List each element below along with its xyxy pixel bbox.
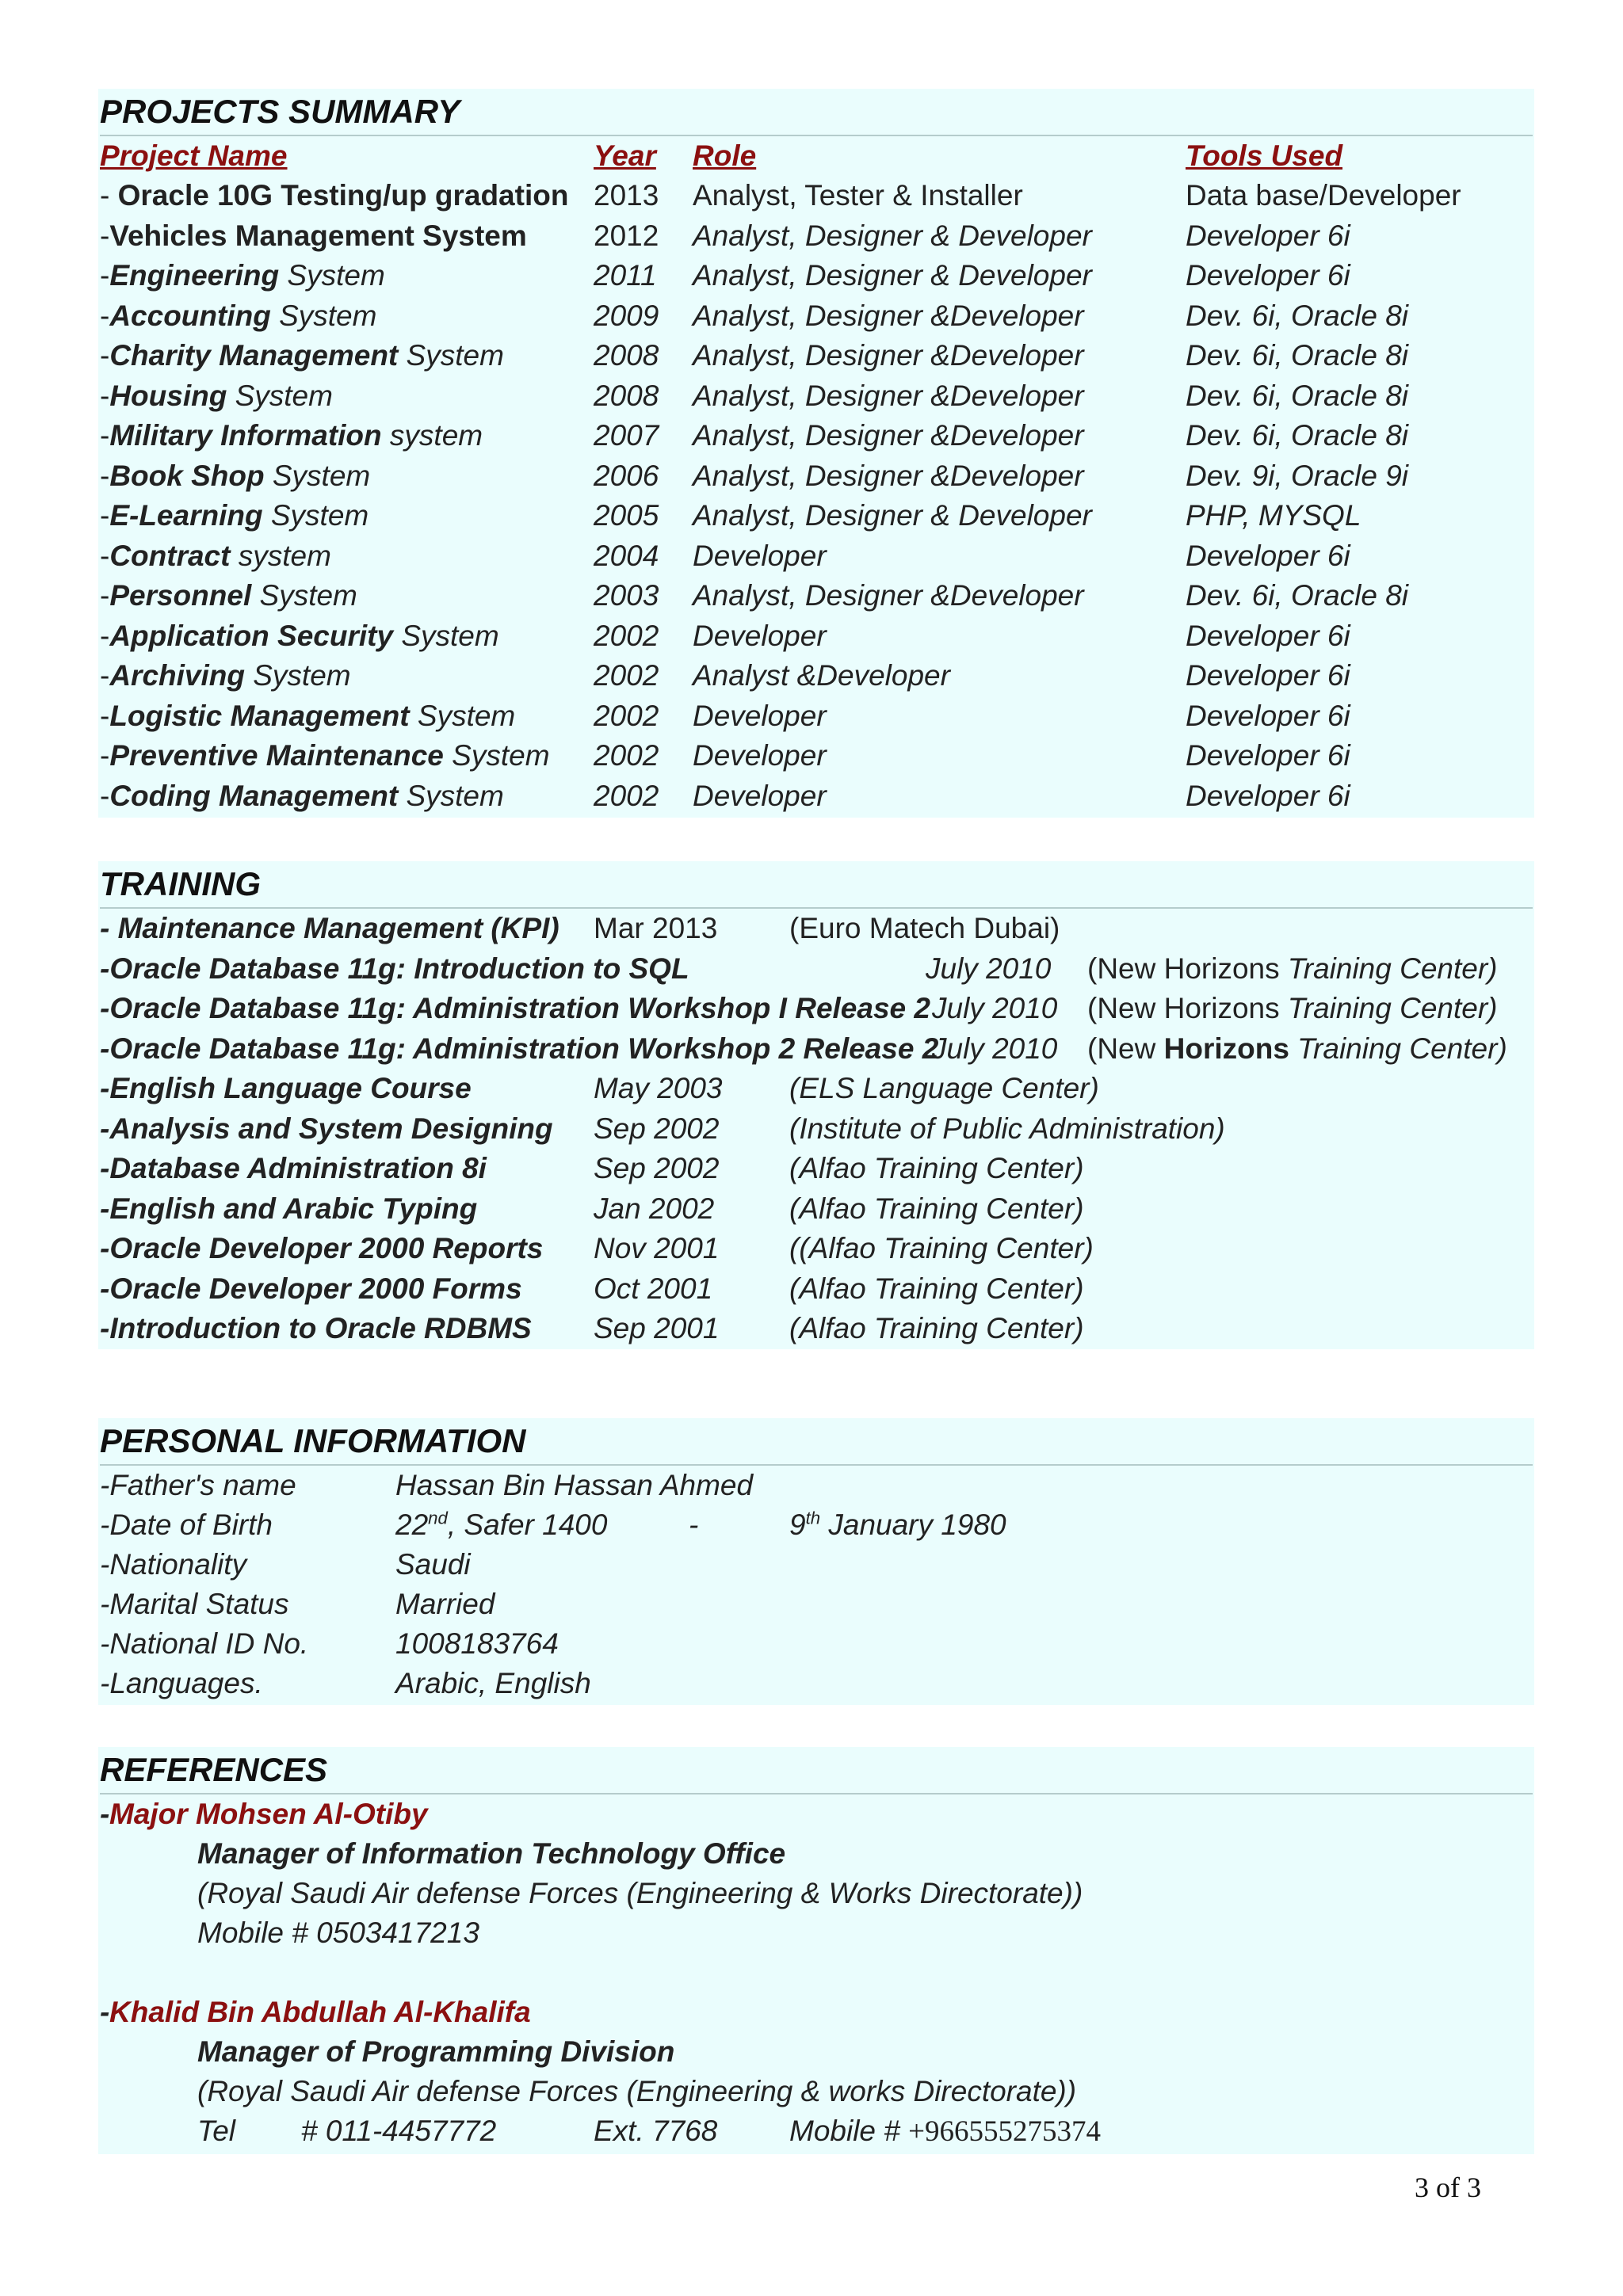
ref2-name: Khalid Bin Abdullah Al-Khalifa bbox=[109, 1996, 531, 2028]
languages-value: Arabic, English bbox=[395, 1667, 591, 1699]
project-name: -Military Information system bbox=[100, 419, 483, 452]
ref2-mobile: Mobile # +966555275374 bbox=[789, 2115, 1102, 2148]
training-course: - Maintenance Management (KPI) bbox=[100, 912, 559, 944]
dob-hijri: 22nd, Safer 1400 bbox=[395, 1508, 608, 1541]
ref2-contact-row bbox=[98, 2111, 1534, 2151]
project-name: -Contract system bbox=[100, 539, 331, 572]
project-tools: Developer 6i bbox=[1186, 659, 1350, 692]
personal-section bbox=[98, 1418, 1534, 1705]
project-role: Analyst, Designer &Developer bbox=[693, 299, 1084, 332]
ref1-dash: - bbox=[100, 1798, 110, 1830]
training-row bbox=[98, 1269, 1534, 1309]
ref2-org: (Royal Saudi Air defense Forces (Engineering & works Directorate)) bbox=[197, 2075, 1077, 2107]
project-row bbox=[98, 416, 1534, 456]
national-id-label: -National ID No. bbox=[100, 1627, 309, 1660]
ref1-mobile-row bbox=[98, 1913, 1534, 1953]
marital-value: Married bbox=[395, 1588, 495, 1620]
project-row bbox=[98, 576, 1534, 616]
languages-label: -Languages. bbox=[100, 1667, 263, 1699]
project-name: -Charity Management System bbox=[100, 339, 504, 372]
training-course: -Oracle Developer 2000 Forms bbox=[100, 1272, 522, 1305]
project-name: -Accounting System bbox=[100, 299, 377, 332]
dob-dash: - bbox=[689, 1508, 699, 1541]
project-name: -Housing System bbox=[100, 379, 333, 412]
project-role: Developer bbox=[693, 699, 827, 732]
project-year: 2008 bbox=[594, 379, 659, 412]
project-name: - Oracle 10G Testing/up gradation bbox=[100, 179, 569, 212]
training-date: Nov 2001 bbox=[594, 1232, 720, 1264]
project-role: Developer bbox=[693, 619, 827, 652]
project-year: 2013 bbox=[594, 179, 659, 212]
project-role: Analyst &Developer bbox=[693, 659, 950, 692]
training-row bbox=[98, 989, 1534, 1028]
project-row bbox=[98, 776, 1534, 816]
project-year: 2005 bbox=[594, 499, 659, 532]
project-role: Analyst, Tester & Installer bbox=[693, 179, 1023, 212]
project-role: Analyst, Designer &Developer bbox=[693, 379, 1084, 412]
ref1-position-row bbox=[98, 1834, 1534, 1874]
project-tools: Developer 6i bbox=[1186, 699, 1350, 732]
project-name: -Book Shop System bbox=[100, 459, 371, 492]
training-course: -English and Arabic Typing bbox=[100, 1192, 478, 1225]
project-year: 2003 bbox=[594, 579, 659, 612]
project-year: 2009 bbox=[594, 299, 659, 332]
project-row bbox=[98, 696, 1534, 736]
project-role: Analyst, Designer &Developer bbox=[693, 579, 1084, 612]
ref2-name-row bbox=[98, 1993, 1534, 2032]
project-name: -Personnel System bbox=[100, 579, 357, 612]
training-row bbox=[98, 1229, 1534, 1268]
project-name: -E-Learning System bbox=[100, 499, 369, 532]
fathers-name-label: -Father's name bbox=[100, 1469, 296, 1501]
training-center: (Institute of Public Administration) bbox=[789, 1112, 1225, 1145]
dob-row bbox=[98, 1505, 1534, 1545]
project-name: -Archiving System bbox=[100, 659, 351, 692]
ref2-ext: Ext. 7768 bbox=[594, 2115, 718, 2147]
project-row bbox=[98, 656, 1534, 696]
training-course: -English Language Course bbox=[100, 1072, 472, 1104]
training-center: (Euro Matech Dubai) bbox=[789, 912, 1060, 944]
dob-gregorian: 9th January 1980 bbox=[789, 1508, 1006, 1541]
training-date: July 2010 bbox=[932, 992, 1058, 1024]
header-tools: Tools Used bbox=[1186, 139, 1343, 172]
project-name: -Preventive Maintenance System bbox=[100, 739, 550, 772]
training-center: ((Alfao Training Center) bbox=[789, 1232, 1094, 1264]
references-section bbox=[98, 1747, 1534, 2154]
training-center: (ELS Language Center) bbox=[789, 1072, 1099, 1104]
training-course: -Oracle Database 11g: Administration Workshop 2 Release 2 bbox=[100, 1032, 939, 1065]
project-role: Analyst, Designer &Developer bbox=[693, 419, 1084, 452]
training-row bbox=[98, 1149, 1534, 1188]
training-row bbox=[98, 1029, 1534, 1069]
ref1-position: Manager of Information Technology Office bbox=[197, 1837, 786, 1870]
nationality-label: -Nationality bbox=[100, 1548, 247, 1581]
project-row bbox=[98, 376, 1534, 416]
project-row bbox=[98, 736, 1534, 776]
project-tools: Developer 6i bbox=[1186, 219, 1350, 252]
training-section bbox=[98, 861, 1534, 1349]
project-row bbox=[98, 256, 1534, 296]
project-role: Analyst, Designer &Developer bbox=[693, 339, 1084, 372]
ref2-tel-label: Tel bbox=[197, 2115, 236, 2147]
project-tools: Developer 6i bbox=[1186, 539, 1350, 572]
marital-row bbox=[98, 1585, 1534, 1624]
project-year: 2002 bbox=[594, 739, 659, 772]
project-row bbox=[98, 456, 1534, 496]
training-date: July 2010 bbox=[932, 1032, 1058, 1065]
project-year: 2008 bbox=[594, 339, 659, 372]
training-date: Sep 2001 bbox=[594, 1312, 720, 1344]
project-year: 2002 bbox=[594, 659, 659, 692]
project-tools: Developer 6i bbox=[1186, 619, 1350, 652]
training-date: Mar 2013 bbox=[594, 912, 718, 944]
training-course: -Oracle Database 11g: Introduction to SQL bbox=[100, 952, 689, 985]
project-role: Analyst, Designer & Developer bbox=[693, 219, 1092, 252]
project-row bbox=[98, 496, 1534, 536]
project-tools: Dev. 6i, Oracle 8i bbox=[1186, 339, 1409, 372]
project-row bbox=[98, 616, 1534, 656]
personal-title: PERSONAL INFORMATION bbox=[100, 1418, 1533, 1466]
training-date: Oct 2001 bbox=[594, 1272, 713, 1305]
ref2-position: Manager of Programming Division bbox=[197, 2035, 675, 2068]
projects-header-row bbox=[98, 136, 1534, 176]
project-tools: Data base/Developer bbox=[1186, 179, 1461, 212]
project-role: Analyst, Designer & Developer bbox=[693, 499, 1092, 532]
training-center: (New Horizons Training Center) bbox=[1087, 1032, 1507, 1065]
project-role: Developer bbox=[693, 739, 827, 772]
project-tools: PHP, MYSQL bbox=[1186, 499, 1361, 532]
training-center: (New Horizons Training Center) bbox=[1087, 952, 1498, 985]
project-year: 2002 bbox=[594, 619, 659, 652]
training-center: (Alfao Training Center) bbox=[789, 1152, 1084, 1184]
project-tools: Dev. 6i, Oracle 8i bbox=[1186, 419, 1409, 452]
project-tools: Dev. 6i, Oracle 8i bbox=[1186, 299, 1409, 332]
training-course: -Analysis and System Designing bbox=[100, 1112, 553, 1145]
project-role: Analyst, Designer &Developer bbox=[693, 459, 1084, 492]
project-name: -Application Security System bbox=[100, 619, 499, 652]
ref1-mobile: Mobile # 0503417213 bbox=[197, 1917, 479, 1949]
training-date: July 2010 bbox=[926, 952, 1052, 985]
ref1-org-row bbox=[98, 1874, 1534, 1913]
training-row bbox=[98, 949, 1534, 989]
training-date: Sep 2002 bbox=[594, 1112, 720, 1145]
ref1-name-row bbox=[98, 1794, 1534, 1834]
project-tools: Developer 6i bbox=[1186, 259, 1350, 292]
project-row bbox=[98, 296, 1534, 336]
nationality-value: Saudi bbox=[395, 1548, 471, 1581]
training-date: Jan 2002 bbox=[594, 1192, 715, 1225]
header-year: Year bbox=[594, 139, 656, 172]
project-role: Developer bbox=[693, 779, 827, 812]
training-center: (Alfao Training Center) bbox=[789, 1192, 1084, 1225]
training-course: -Oracle Database 11g: Administration Workshop I Release 2 bbox=[100, 992, 930, 1024]
project-tools: Developer 6i bbox=[1186, 739, 1350, 772]
project-name: -Logistic Management System bbox=[100, 699, 516, 732]
project-year: 2002 bbox=[594, 779, 659, 812]
marital-label: -Marital Status bbox=[100, 1588, 289, 1620]
header-role: Role bbox=[693, 139, 757, 172]
dob-label: -Date of Birth bbox=[100, 1508, 273, 1541]
projects-title: PROJECTS SUMMARY bbox=[100, 89, 1533, 136]
ref1-org: (Royal Saudi Air defense Forces (Engineering & Works Directorate)) bbox=[197, 1877, 1083, 1909]
training-date: Sep 2002 bbox=[594, 1152, 720, 1184]
project-name: -Engineering System bbox=[100, 259, 385, 292]
project-year: 2012 bbox=[594, 219, 659, 252]
references-title: REFERENCES bbox=[100, 1747, 1533, 1794]
training-row bbox=[98, 1109, 1534, 1149]
ref2-position-row bbox=[98, 2032, 1534, 2072]
training-date: May 2003 bbox=[594, 1072, 723, 1104]
ref2-org-row bbox=[98, 2072, 1534, 2111]
training-center: (New Horizons Training Center) bbox=[1087, 992, 1498, 1024]
projects-section bbox=[98, 89, 1534, 818]
project-tools: Dev. 9i, Oracle 9i bbox=[1186, 459, 1409, 492]
project-tools: Developer 6i bbox=[1186, 779, 1350, 812]
project-role: Analyst, Designer & Developer bbox=[693, 259, 1092, 292]
project-tools: Dev. 6i, Oracle 8i bbox=[1186, 579, 1409, 612]
training-course: -Oracle Developer 2000 Reports bbox=[100, 1232, 544, 1264]
training-row bbox=[98, 909, 1534, 948]
project-tools: Dev. 6i, Oracle 8i bbox=[1186, 379, 1409, 412]
national-id-row bbox=[98, 1624, 1534, 1664]
training-center: (Alfao Training Center) bbox=[789, 1272, 1084, 1305]
training-row bbox=[98, 1309, 1534, 1348]
fathers-name-row bbox=[98, 1466, 1534, 1505]
project-year: 2006 bbox=[594, 459, 659, 492]
project-year: 2002 bbox=[594, 699, 659, 732]
nationality-row bbox=[98, 1545, 1534, 1585]
ref1-name: Major Mohsen Al-Otiby bbox=[109, 1798, 428, 1830]
training-title: TRAINING bbox=[100, 861, 1533, 909]
project-row bbox=[98, 536, 1534, 576]
project-row bbox=[98, 216, 1534, 256]
training-row bbox=[98, 1069, 1534, 1108]
project-year: 2004 bbox=[594, 539, 659, 572]
ref2-tel-value: # 011-4457772 bbox=[301, 2115, 497, 2147]
ref2-dash: - bbox=[100, 1996, 110, 2028]
fathers-name-value: Hassan Bin Hassan Ahmed bbox=[395, 1469, 754, 1501]
project-name: -Coding Management System bbox=[100, 779, 504, 812]
page-number: 3 of 3 bbox=[1415, 2172, 1481, 2203]
project-year: 2011 bbox=[594, 259, 657, 292]
languages-row bbox=[98, 1664, 1534, 1703]
training-center: (Alfao Training Center) bbox=[789, 1312, 1084, 1344]
training-course: -Database Administration 8i bbox=[100, 1152, 487, 1184]
project-year: 2007 bbox=[594, 419, 659, 452]
project-row bbox=[98, 336, 1534, 376]
national-id-value: 1008183764 bbox=[395, 1627, 559, 1660]
project-row bbox=[98, 176, 1534, 215]
header-project-name: Project Name bbox=[100, 139, 288, 172]
project-name: -Vehicles Management System bbox=[100, 219, 527, 252]
project-role: Developer bbox=[693, 539, 827, 572]
training-row bbox=[98, 1189, 1534, 1229]
training-course: -Introduction to Oracle RDBMS bbox=[100, 1312, 532, 1344]
